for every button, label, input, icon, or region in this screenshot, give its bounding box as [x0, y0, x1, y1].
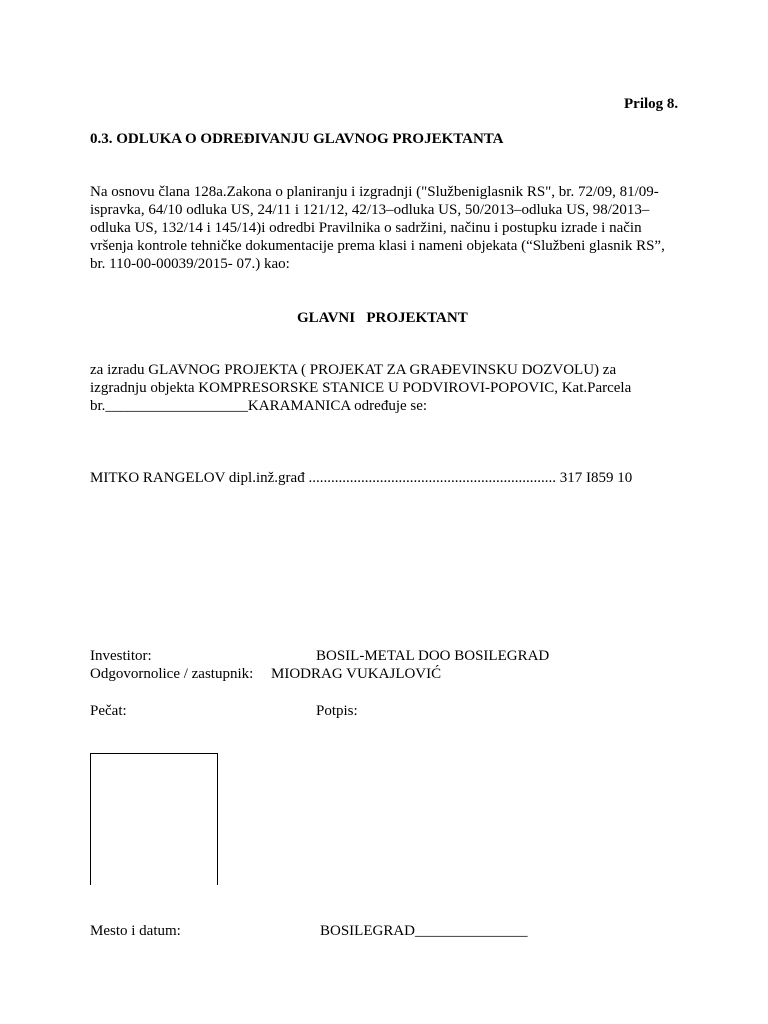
investor-value: BOSIL-METAL DOO BOSILEGRAD	[316, 648, 550, 664]
center-title: GLAVNI PROJEKTANT	[297, 310, 468, 326]
document-heading: 0.3. ODLUKA O ODREĐIVANJU GLAVNOG PROJEKTANTA	[90, 131, 504, 147]
seal-box	[90, 753, 218, 885]
purpose-line: izgradnju objekta KOMPRESORSKE STANICE U PODVIROVI-POPOVIC, Kat.Parcela	[90, 380, 632, 396]
annex-label: Prilog 8.	[624, 96, 679, 112]
legal-basis-line: odluka US, 132/14 i 145/14)i odredbi Pravilnika o sadržini, načinu i postupku izrade i način	[90, 220, 642, 236]
designer-line: MITKO RANGELOV dipl.inž.građ .................................................................. 317 I859 10	[90, 470, 633, 486]
legal-basis-line: vršenja kontrole tehničke dokumentacije prema klasi i nameni objekata (“Službeni glasnik RS”,	[90, 238, 665, 254]
signature-label: Potpis:	[316, 703, 358, 719]
purpose-line: za izradu GLAVNOG PROJEKTA ( PROJEKAT ZA GRAĐEVINSKU DOZVOLU) za	[90, 362, 617, 378]
purpose-line: br.___________________KARAMANICA određuje se:	[90, 398, 428, 414]
responsible-label: Odgovornolice / zastupnik:	[90, 666, 254, 682]
purpose-paragraph	[90, 361, 680, 415]
seal-label: Pečat:	[90, 703, 127, 719]
legal-basis-line: br. 110-00-00039/2015- 07.) kao:	[90, 256, 290, 272]
legal-basis-line: ispravka, 64/10 odluka US, 24/11 i 121/12, 42/13–odluka US, 50/2013–odluka US, 98/2013–	[90, 202, 650, 218]
legal-basis-paragraph	[90, 183, 680, 273]
place-date-value: BOSILEGRAD_______________	[320, 923, 528, 939]
place-date-label: Mesto i datum:	[90, 923, 181, 939]
legal-basis-line: Na osnovu člana 128a.Zakona o planiranju i izgradnji ("Službeniglasnik RS", br. 72/09, 81/09-	[90, 184, 659, 200]
investor-label: Investitor:	[90, 648, 152, 664]
responsible-value: MIODRAG VUKAJLOVIĆ	[271, 666, 442, 682]
